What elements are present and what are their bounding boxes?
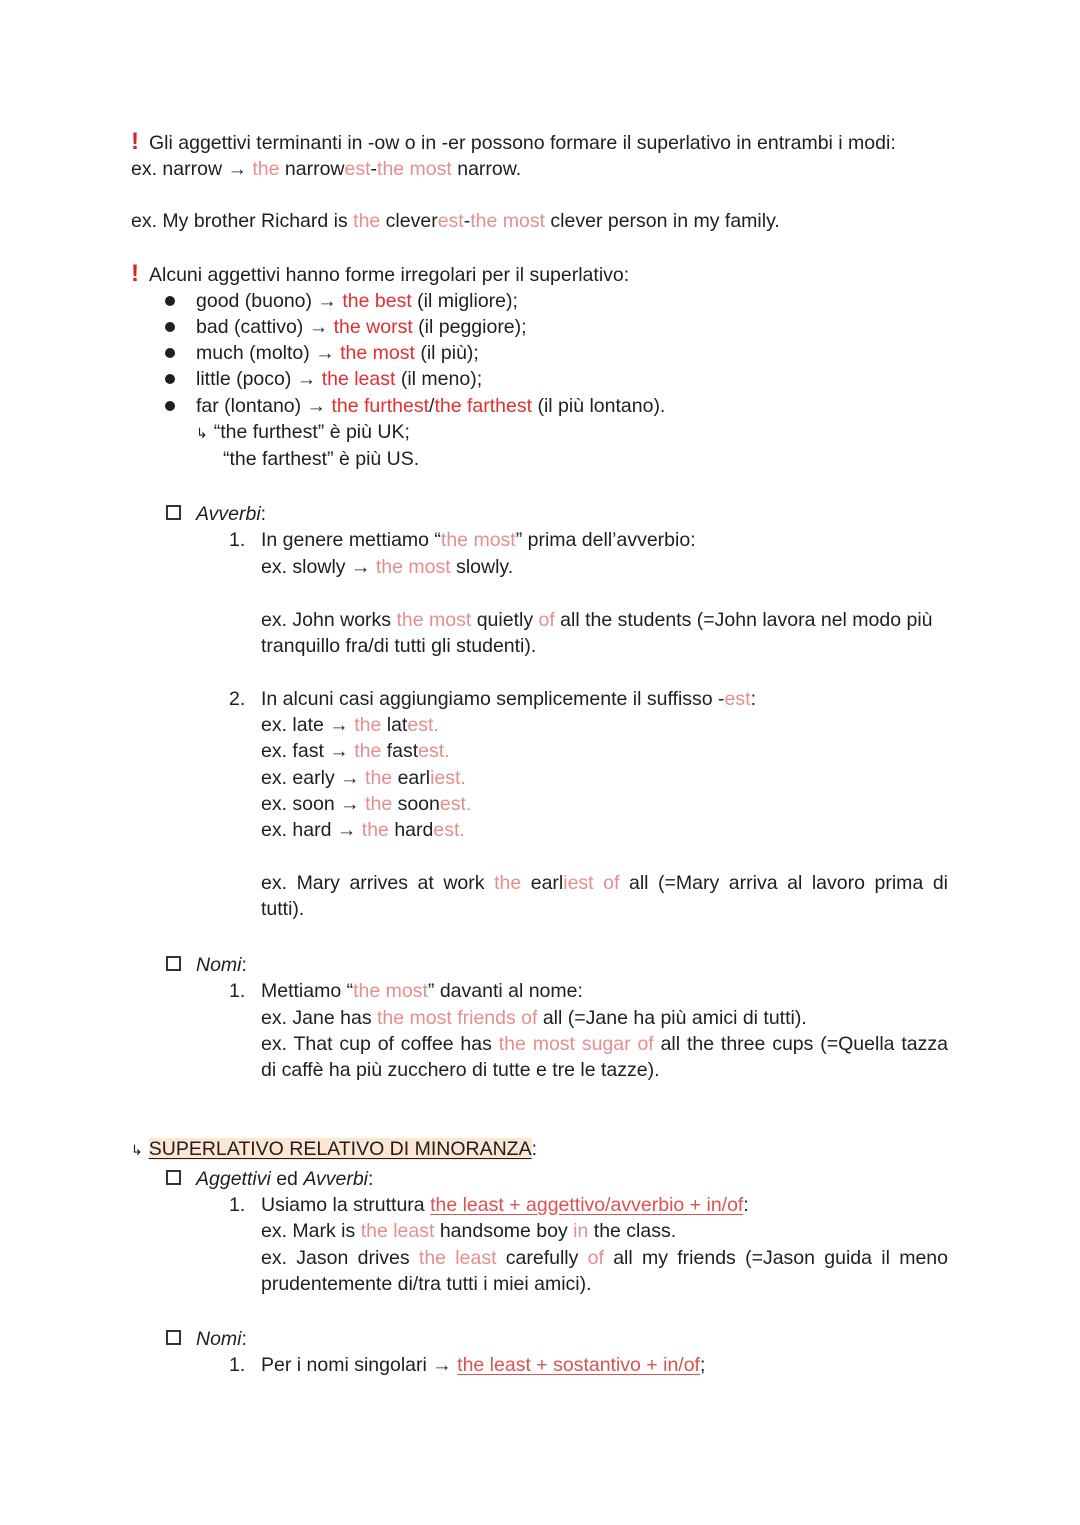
example-slowly: ex. slowly → the most slowly.: [261, 556, 514, 578]
heading-avverbi: Avverbi:: [196, 503, 267, 525]
list-number: 1.: [229, 980, 246, 1002]
example-fast: ex. fast → the fastest.: [261, 740, 450, 762]
example-clever: ex. My brother Richard is the cleverest-the most clever person in my family.: [131, 210, 780, 232]
nomi-rule-1: Mettiamo “the most” davanti al nome:: [261, 980, 583, 1002]
minoranza-rule-1: Usiamo la struttura the least + aggettivo/avverbio + in/of:: [261, 1194, 749, 1216]
example-hard: ex. hard → the hardest.: [261, 819, 465, 841]
section-heading-text: SUPERLATIVO RELATIVO DI MINORANZA: [148, 1138, 532, 1160]
example-narrow: ex. narrow → the narrowest-the most narrow.: [131, 158, 522, 180]
list-number: 1.: [229, 1194, 246, 1216]
example-coffee: ex. That cup of coffee has the most sugar of all the three cups (=Quella tazza: [261, 1033, 948, 1055]
sub-arrow-icon: ↳: [131, 1142, 143, 1158]
list-number: 1.: [229, 529, 246, 551]
heading-nomi: Nomi:: [196, 954, 247, 976]
example-jason-cont: prudentemente di/tra tutti i miei amici).: [261, 1273, 592, 1295]
example-jason: ex. Jason drives the least carefully of all my friends (=Jason guida il meno: [261, 1247, 948, 1269]
checkbox-nomi[interactable]: [166, 956, 181, 971]
example-early: ex. early → the earliest.: [261, 767, 466, 789]
note-uk: ↳ “the furthest” è più UK;: [196, 421, 410, 443]
list-item: good (buono) → the best (il migliore);: [196, 290, 518, 312]
sub-arrow-icon: ↳: [196, 425, 208, 441]
heading-nomi-minoranza: Nomi:: [196, 1328, 247, 1350]
example-late: ex. late → the latest.: [261, 714, 439, 736]
bullet-icon: [165, 322, 175, 332]
avverbi-rule-1: In genere mettiamo “the most” prima dell’avverbio:: [261, 529, 696, 551]
list-item: bad (cattivo) → the worst (il peggiore);: [196, 316, 527, 338]
avverbi-rule-2: In alcuni casi aggiungiamo semplicemente il suffisso -est:: [261, 688, 756, 710]
bullet-icon: [165, 296, 175, 306]
minoranza-nomi-rule-1: Per i nomi singolari → the least + sostantivo + in/of;: [261, 1354, 706, 1376]
list-item: much (molto) → the most (il più);: [196, 342, 479, 364]
example-coffee-cont: di caffè ha più zucchero di tutte e tre le tazze).: [261, 1059, 660, 1081]
example-soon: ex. soon → the soonest.: [261, 793, 472, 815]
list-item: little (poco) → the least (il meno);: [196, 368, 483, 390]
note-us: “the farthest” è più US.: [223, 448, 420, 470]
exclamation-icon: !: [131, 260, 139, 287]
example-jane: ex. Jane has the most friends of all (=Jane ha più amici di tutti).: [261, 1007, 807, 1029]
example-mark: ex. Mark is the least handsome boy in the class.: [261, 1220, 677, 1242]
checkbox-nomi-minoranza[interactable]: [166, 1330, 181, 1345]
bullet-icon: [165, 348, 175, 358]
warn-line-1: ! Gli aggettivi terminanti in -ow o in -er possono formare il superlativo in entrambi i modi:: [131, 128, 896, 155]
bullet-icon: [165, 401, 175, 411]
section-heading-minoranza: ↳ SUPERLATIVO RELATIVO DI MINORANZA:: [131, 1138, 537, 1160]
list-number: 2.: [229, 688, 246, 710]
list-number: 1.: [229, 1354, 246, 1376]
checkbox-avverbi[interactable]: [166, 505, 181, 520]
checkbox-aggettivi-avverbi[interactable]: [166, 1170, 181, 1185]
list-item: far (lontano) → the furthest/the farthest (il più lontano).: [196, 395, 666, 417]
example-john-cont: tranquillo fra/di tutti gli studenti).: [261, 635, 537, 657]
bullet-icon: [165, 374, 175, 384]
example-mary-cont: tutti).: [261, 898, 305, 920]
heading-aggettivi-avverbi: Aggettivi ed Avverbi:: [196, 1168, 374, 1190]
example-john: ex. John works the most quietly of all the students (=John lavora nel modo più: [261, 609, 933, 631]
exclamation-icon: !: [131, 128, 139, 155]
warn-line-2: ! Alcuni aggettivi hanno forme irregolari per il superlativo:: [131, 260, 630, 287]
example-mary: ex. Mary arrives at work the earliest of all (=Mary arriva al lavoro prima di: [261, 872, 948, 894]
